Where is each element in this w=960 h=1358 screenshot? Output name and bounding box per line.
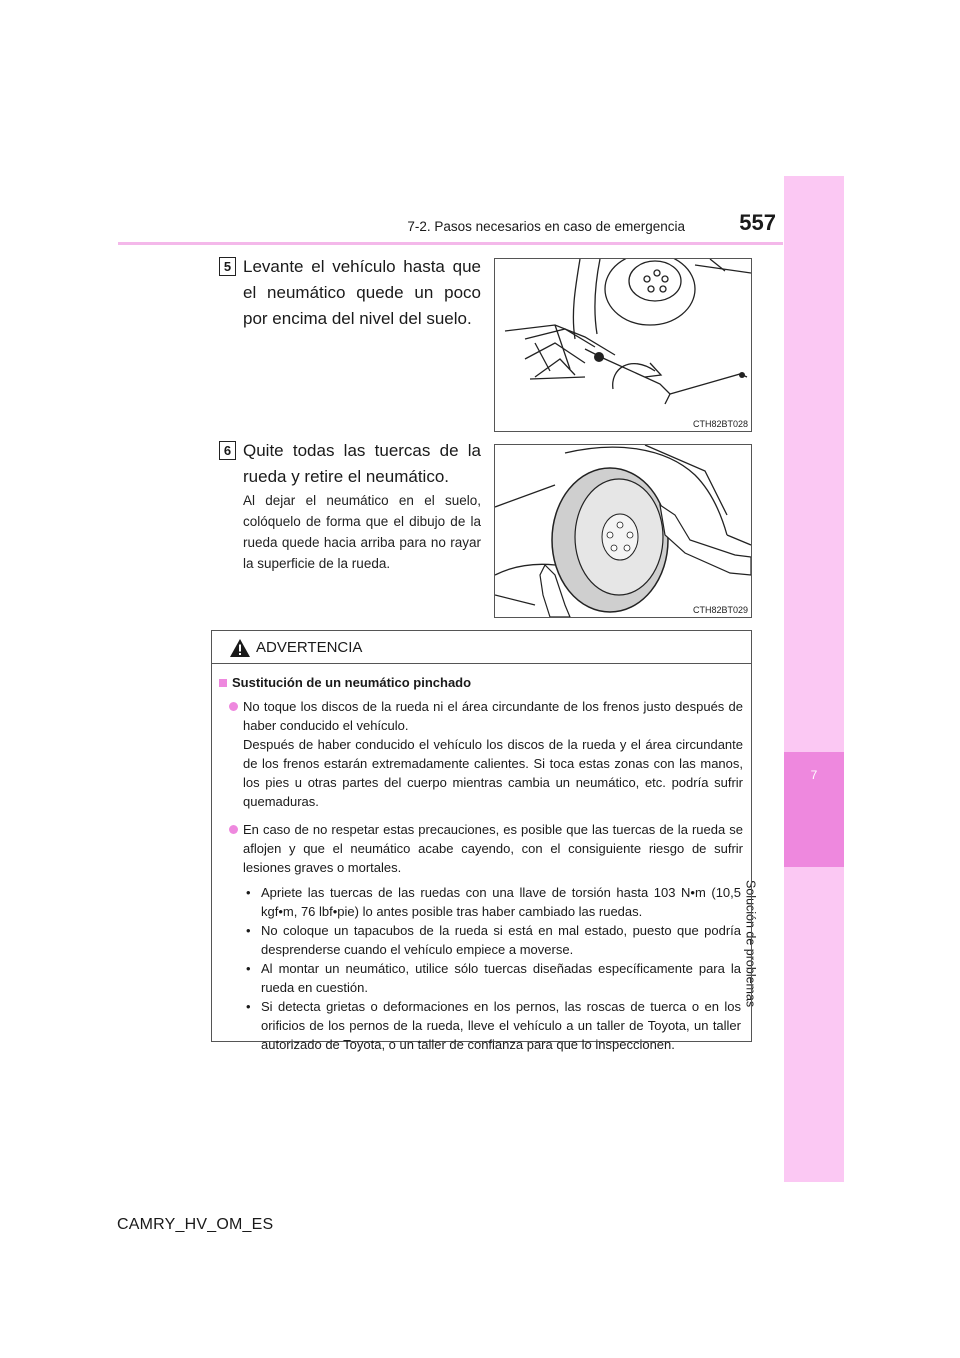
warning-subpoint-1: Apriete las tuercas de las ruedas con una llave de torsión hasta 103 N•m (10,5 kgf•m, 76 lbf•pie) lo antes posible tras haber cambiado las ruedas. bbox=[261, 885, 741, 919]
section-square-icon bbox=[219, 679, 227, 687]
step-6-subtext: Al dejar el neumático en el suelo, colóquelo de forma que el dibujo de la rueda quede hacia arriba para no rayar la superficie de la rueda. bbox=[243, 493, 481, 571]
warning-triangle-icon bbox=[229, 638, 251, 658]
page-number: 557 bbox=[739, 210, 776, 235]
car-jack-icon bbox=[495, 259, 751, 431]
warning-subpoint-4: Si detecta grietas o deformaciones en los pernos, las roscas de tuerca o en los orificios de los pernos de la rueda, lleve el vehículo a un taller de Toyota, un taller autorizado de Toyota, o un taller de confianza para que lo inspeccionen. bbox=[261, 999, 741, 1052]
tire-removal-icon bbox=[495, 445, 751, 617]
warning-point-2: En caso de no respetar estas precauciones, es posible que las tuercas de la rueda se aflojen y que el neumático acabe cayendo, con el consiguiente riesgo de sufrir lesiones graves o mortales. bbox=[243, 822, 743, 875]
step-5-text: Levante el vehículo hasta que el neumático quede un poco por encima del nivel del suelo. bbox=[243, 257, 481, 328]
warning-point-1: No toque los discos de la rueda ni el área circundante de los frenos justo después de haber conducido el vehículo. bbox=[243, 699, 743, 733]
section-title: 7-2. Pasos necesarios en caso de emergencia bbox=[407, 219, 685, 234]
document-code: CAMRY_HV_OM_ES bbox=[117, 1216, 274, 1233]
warning-header bbox=[212, 631, 751, 664]
warning-subpoint-3: Al montar un neumático, utilice sólo tuercas diseñadas específicamente para la rueda en cuestión. bbox=[261, 961, 741, 995]
figure-code: CTH82BT028 bbox=[692, 419, 748, 429]
warning-box bbox=[211, 630, 752, 1052]
sub-bullet: • bbox=[246, 999, 251, 1014]
step-6-text: Quite todas las tuercas de la rueda y retire el neumático. bbox=[243, 441, 481, 486]
step-number-6: 6 bbox=[219, 441, 236, 460]
sub-bullet: • bbox=[246, 923, 251, 938]
chapter-title-container bbox=[743, 880, 844, 1180]
header-divider bbox=[118, 242, 783, 245]
car-jack-illustration bbox=[494, 258, 752, 432]
step-number-5: 5 bbox=[219, 257, 236, 276]
bullet-dot-icon bbox=[229, 702, 238, 711]
bullet-dot-icon bbox=[229, 825, 238, 834]
warning-title: ADVERTENCIA bbox=[256, 639, 363, 656]
warning-point-1-detail: Después de haber conducido el vehículo los discos de la rueda y el área circundante de los frenos estarán extremadamente calientes. Si toca estas zonas con las manos, los pies u otras partes del cuerpo mientras cambia un neumático, etc. podría sufrir quemaduras. bbox=[243, 737, 743, 809]
sub-bullet: • bbox=[246, 961, 251, 976]
sub-bullet: • bbox=[246, 885, 251, 900]
chapter-title: Solución de problemas bbox=[743, 880, 758, 1008]
figure-code: CTH82BT029 bbox=[692, 605, 748, 615]
tire-removal-illustration bbox=[494, 444, 752, 618]
chapter-number: 7 bbox=[810, 768, 818, 782]
warning-subpoint-2: No coloque un tapacubos de la rueda si está en mal estado, puesto que podría desprenderse cuando el vehículo empiece a moverse. bbox=[261, 923, 741, 957]
warning-heading: Sustitución de un neumático pinchado bbox=[232, 675, 472, 690]
chapter-number-tab bbox=[784, 752, 844, 867]
